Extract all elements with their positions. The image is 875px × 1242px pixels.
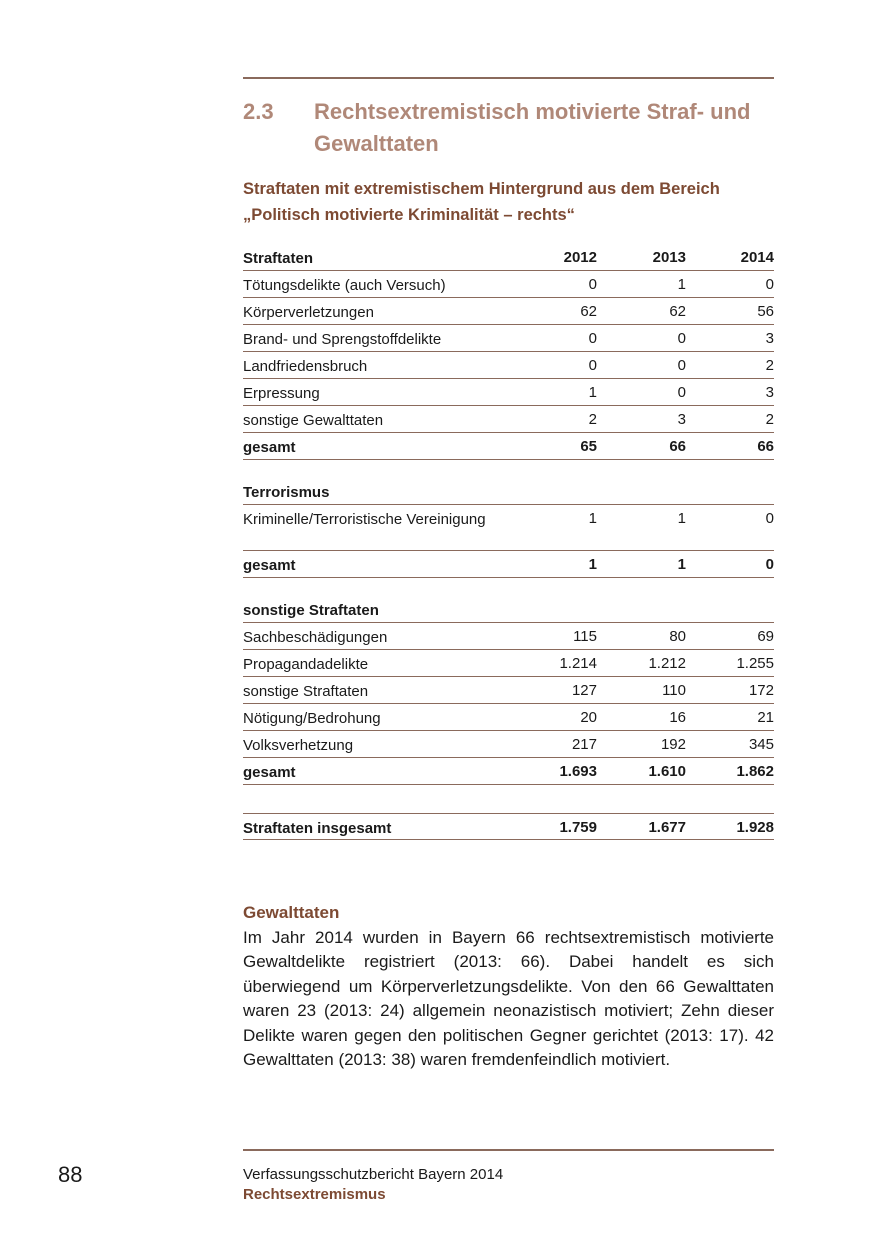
cell-2012: 217 bbox=[571, 736, 597, 753]
table-row bbox=[243, 298, 774, 325]
table-row bbox=[243, 677, 774, 704]
row-label: gesamt bbox=[243, 764, 296, 781]
table-caption: Straftaten mit extremistischem Hintergrund aus dem Bereich „Politisch motivierte Kriminalität – rechts“ bbox=[243, 180, 720, 224]
cell-2013: 0 bbox=[677, 330, 686, 347]
table-row bbox=[243, 271, 774, 298]
cell-2013: 1.212 bbox=[648, 655, 686, 672]
table-row bbox=[243, 623, 774, 650]
row-label: gesamt bbox=[243, 439, 296, 456]
cell-2012: 1 bbox=[588, 510, 597, 527]
terrorism-total-row bbox=[243, 551, 774, 578]
row-label: Tötungsdelikte (auch Versuch) bbox=[243, 277, 446, 294]
grand-total-row bbox=[243, 813, 774, 840]
row-label: Erpressung bbox=[243, 385, 320, 402]
cell-2014: 56 bbox=[757, 303, 774, 320]
cell-2014: 3 bbox=[765, 384, 774, 401]
violence-total-row bbox=[243, 433, 774, 460]
cell-2014: 2 bbox=[765, 357, 774, 374]
table-row bbox=[243, 505, 774, 551]
row-label: Nötigung/Bedrohung bbox=[243, 710, 381, 727]
cell-2013: 80 bbox=[669, 628, 686, 645]
cell-2012: 1.214 bbox=[559, 655, 597, 672]
column-header-2012: 2012 bbox=[563, 249, 597, 266]
cell-2014: 0 bbox=[765, 556, 774, 573]
cell-2012: 0 bbox=[588, 357, 597, 374]
row-label: Volksverhetzung bbox=[243, 737, 354, 754]
cell-2013: 1.677 bbox=[648, 819, 686, 836]
subheading: Gewalttaten bbox=[243, 903, 340, 922]
section-number: 2.3 bbox=[243, 99, 274, 124]
table-row bbox=[243, 352, 774, 379]
cell-2013: 1 bbox=[677, 556, 686, 573]
cell-2014: 345 bbox=[748, 736, 774, 753]
cell-2012: 0 bbox=[588, 330, 597, 347]
cell-2014: 0 bbox=[765, 510, 774, 527]
cell-2014: 1.255 bbox=[736, 655, 774, 672]
other-offences-total-row bbox=[243, 758, 774, 785]
row-label: sonstige Gewalttaten bbox=[243, 412, 384, 429]
column-header-label: Straftaten bbox=[243, 250, 314, 267]
other-offences-section-title bbox=[243, 596, 774, 623]
cell-2013: 62 bbox=[669, 303, 686, 320]
cell-2012: 1.759 bbox=[559, 819, 597, 836]
cell-2013: 0 bbox=[677, 357, 686, 374]
group-title: sonstige Straftaten bbox=[243, 602, 379, 619]
cell-2014: 2 bbox=[765, 411, 774, 428]
cell-2012: 1.693 bbox=[559, 763, 597, 780]
statistics-table bbox=[243, 244, 774, 840]
cell-2013: 3 bbox=[677, 411, 686, 428]
row-label: Brand- und Sprengstoffdelikte bbox=[243, 331, 442, 348]
column-header-2014: 2014 bbox=[740, 249, 774, 266]
footer bbox=[243, 1165, 503, 1205]
table-row bbox=[243, 325, 774, 352]
cell-2013: 192 bbox=[660, 736, 686, 753]
cell-2012: 20 bbox=[580, 709, 597, 726]
section-title: Rechtsextremistisch motivierte Straf- und Gewalttaten bbox=[314, 99, 751, 156]
table-header-row bbox=[243, 244, 774, 271]
cell-2012: 115 bbox=[573, 628, 597, 645]
row-label: Körperverletzungen bbox=[243, 304, 374, 321]
cell-2012: 0 bbox=[588, 276, 597, 293]
cell-2012: 1 bbox=[588, 556, 597, 573]
cell-2013: 1.610 bbox=[648, 763, 686, 780]
cell-2012: 127 bbox=[571, 682, 597, 699]
cell-2014: 1.862 bbox=[736, 763, 774, 780]
terrorism-section-title bbox=[243, 478, 774, 505]
top-divider bbox=[243, 77, 774, 79]
row-label: Landfriedensbruch bbox=[243, 358, 368, 375]
row-label: gesamt bbox=[243, 557, 296, 574]
cell-2012: 65 bbox=[580, 438, 597, 455]
cell-2014: 1.928 bbox=[736, 819, 774, 836]
cell-2013: 110 bbox=[662, 682, 686, 699]
cell-2014: 66 bbox=[757, 438, 774, 455]
cell-2013: 1 bbox=[677, 510, 686, 527]
row-label: Sachbeschädigungen bbox=[243, 629, 388, 646]
cell-2014: 172 bbox=[748, 682, 774, 699]
table-row bbox=[243, 704, 774, 731]
row-label: sonstige Straftaten bbox=[243, 683, 369, 700]
cell-2012: 62 bbox=[580, 303, 597, 320]
cell-2014: 69 bbox=[757, 628, 774, 645]
cell-2013: 1 bbox=[677, 276, 686, 293]
column-header-2013: 2013 bbox=[652, 249, 686, 266]
footer-divider bbox=[243, 1149, 774, 1151]
table-row bbox=[243, 379, 774, 406]
cell-2013: 66 bbox=[669, 438, 686, 455]
cell-2014: 0 bbox=[765, 276, 774, 293]
cell-2012: 2 bbox=[588, 411, 597, 428]
page-number: 88 bbox=[58, 1162, 83, 1187]
cell-2014: 21 bbox=[757, 709, 774, 726]
cell-2013: 0 bbox=[677, 384, 686, 401]
row-label: Kriminelle/Terroristische Vereinigung bbox=[243, 511, 486, 528]
cell-2013: 16 bbox=[669, 709, 686, 726]
row-label: Straftaten insgesamt bbox=[243, 820, 392, 837]
cell-2012: 1 bbox=[588, 384, 597, 401]
row-label: Propagandadelikte bbox=[243, 656, 369, 673]
group-title: Terrorismus bbox=[243, 484, 330, 501]
table-row bbox=[243, 650, 774, 677]
table-row bbox=[243, 731, 774, 758]
table-row bbox=[243, 406, 774, 433]
footer-chapter: Rechtsextremismus bbox=[243, 1186, 386, 1203]
body-paragraph: Im Jahr 2014 wurden in Bayern 66 rechtsextremistisch motivierte Gewaltdelikte registriert (2013: 66). Dabei handelt es sich überwiegend um Körperverletzungsdelikte. Von den 66 Gewalttaten waren 23 (2013: 24) allgemein neonazistisch motiviert; Zehn dieser Delikte waren gegen den politischen Gegner gerichtet (2013: 17). 42 Gewalttaten (2013: 38) waren fremdenfeindlich motiviert. bbox=[243, 928, 774, 1070]
footer-publication: Verfassungsschutzbericht Bayern 2014 bbox=[243, 1166, 504, 1183]
violence-text-section bbox=[243, 900, 774, 1072]
cell-2014: 3 bbox=[765, 330, 774, 347]
